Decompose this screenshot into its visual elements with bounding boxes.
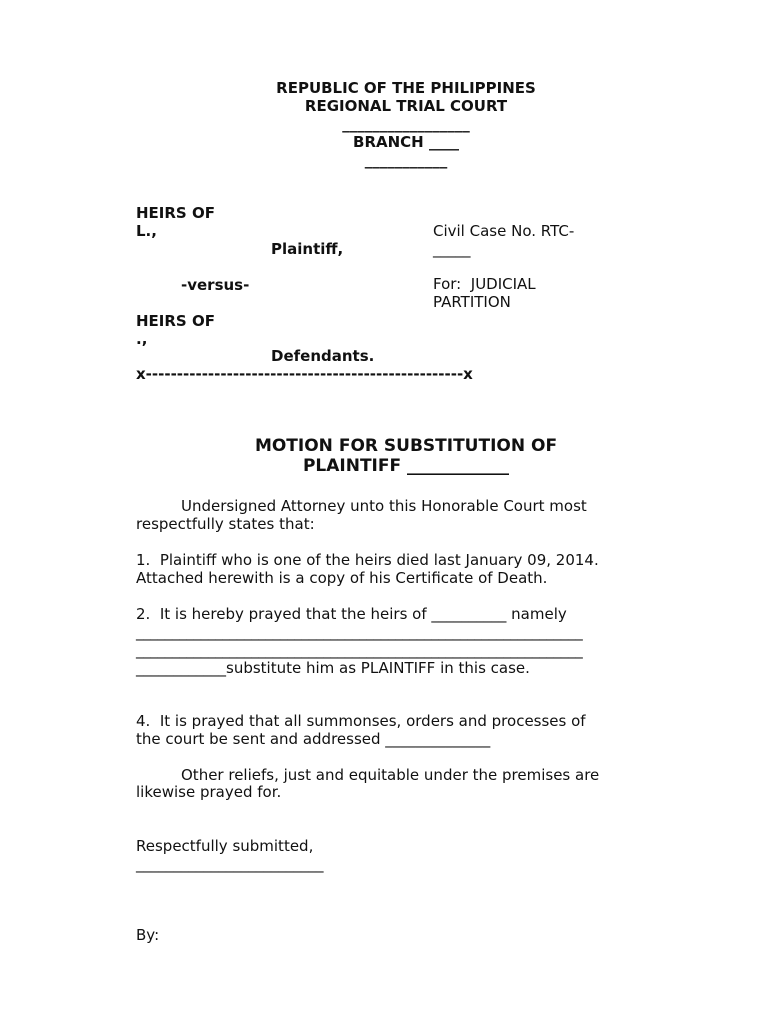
court-blank-line: _________________ — [342, 115, 470, 133]
intro-line2: respectfully states that: — [136, 515, 315, 533]
plaintiff-name-line1: HEIRS OF — [136, 204, 215, 222]
paragraph-2-line4: ____________substitute him as PLAINTIFF in this case. — [136, 659, 530, 677]
defendant-role: Defendants. — [271, 347, 375, 365]
motion-title-line2: PLAINTIFF ____________ — [302, 456, 510, 476]
court-branch: BRANCH ____ — [353, 133, 459, 151]
case-subject-line2: PARTITION — [433, 293, 511, 311]
by-label: By: — [136, 926, 160, 944]
case-number-line1: Civil Case No. RTC- — [433, 222, 575, 240]
defendant-name-line1: HEIRS OF — [136, 312, 215, 330]
case-subject-line1: For: JUDICIAL — [433, 275, 536, 293]
intro-line1: Undersigned Attorney unto this Honorable Court most — [181, 497, 587, 515]
signature-line: _________________________ — [136, 855, 324, 873]
court-name: REGIONAL TRIAL COURT — [304, 97, 508, 115]
defendant-name-line2: ., — [136, 330, 148, 348]
plaintiff-name-line2: L., — [136, 222, 157, 240]
paragraph-2-line1: 2. It is hereby prayed that the heirs of __________ namely — [136, 605, 567, 623]
paragraph-1-line1: 1. Plaintiff who is one of the heirs died last January 09, 2014. — [136, 551, 599, 569]
paragraph-4-line2: the court be sent and addressed ______________ — [136, 730, 491, 748]
paragraph-1-line2: Attached herewith is a copy of his Certificate of Death. — [136, 569, 548, 587]
paragraph-2-blank-line2: ______________________________________________________________ — [136, 641, 583, 659]
case-number-line2: _____ — [433, 240, 471, 258]
caption-divider: x---------------------------------------------------x — [136, 365, 473, 383]
court-republic: REPUBLIC OF THE PHILIPPINES — [276, 79, 536, 97]
paragraph-4-line1: 4. It is prayed that all summonses, orders and processes of — [136, 712, 586, 730]
versus-label: -versus- — [181, 276, 250, 294]
other-reliefs-line1: Other reliefs, just and equitable under the premises are — [181, 766, 600, 784]
other-reliefs-line2: likewise prayed for. — [136, 783, 282, 801]
paragraph-2-blank-line1: ______________________________________________________________ — [136, 623, 583, 641]
closing-text: Respectfully submitted, — [136, 837, 314, 855]
court-location-blank: ___________ — [364, 151, 448, 169]
motion-title-line1: MOTION FOR SUBSTITUTION OF — [254, 436, 558, 456]
plaintiff-role: Plaintiff, — [271, 240, 344, 258]
